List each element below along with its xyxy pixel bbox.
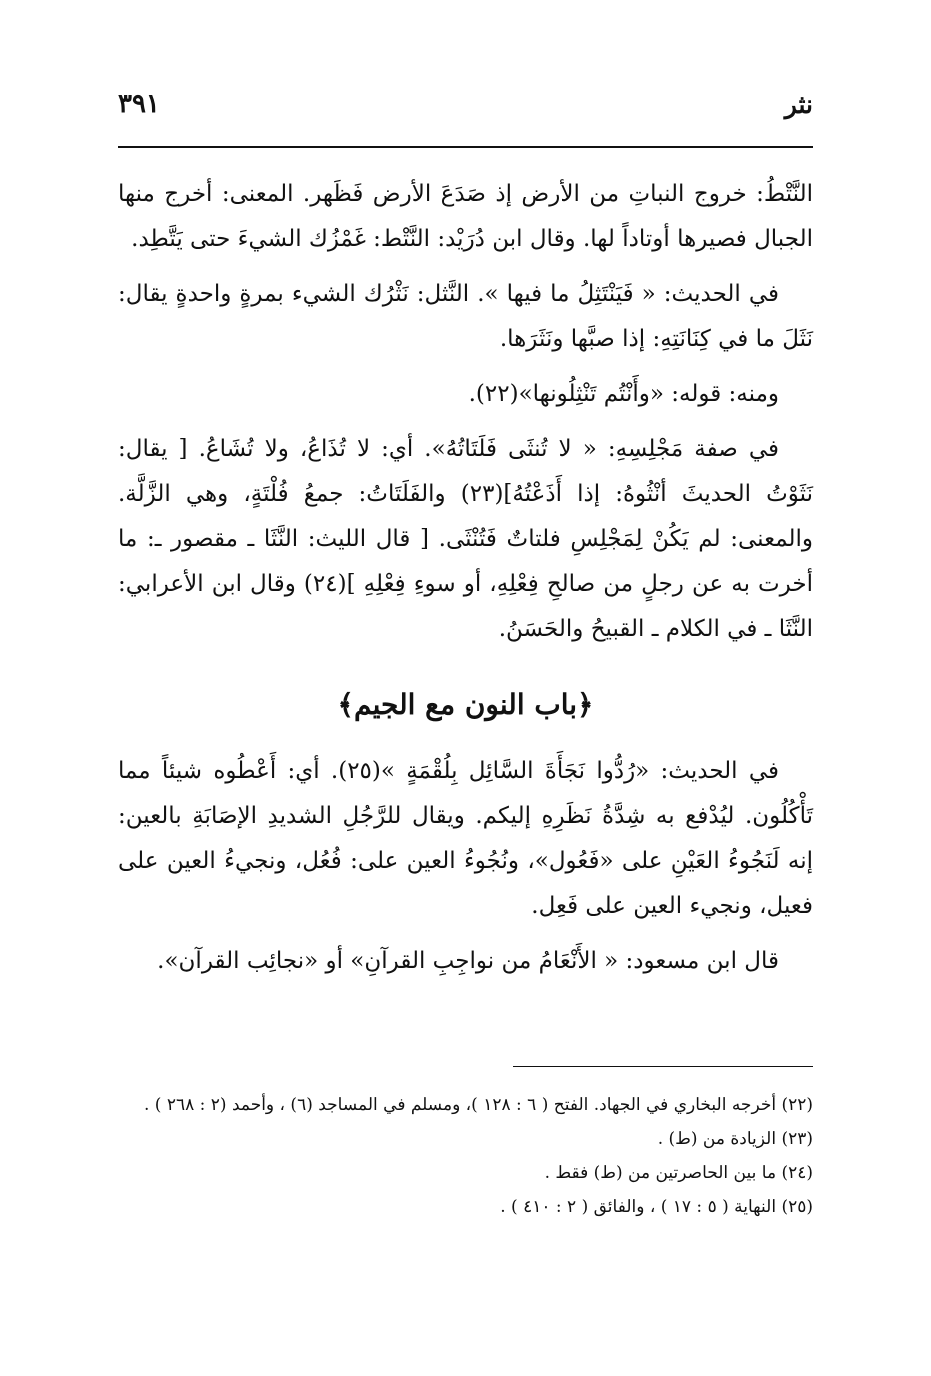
paragraph: في الحديث: «رُدُّوا نَجَأَةَ السَّائِل بِلُقْمَةٍ »(٢٥). أي: أَعْطُوه شيئاً مما تَأْكُلُون. ليُدْفع به شِدَّةُ نَظَرِهِ إليكم. ويقال للرَّجُلِ الشديدِ الإصَابَةِ بالعين: إنه لَنَجُوءُ العَيْنِ على «فَعُول»، ونُجُوءُ العين على: فُعُل، ونجيءُ العين على فعيل، ونجيء العين على فَعِل. <box>118 758 813 919</box>
paragraph: في صفة مَجْلِسِهِ: « لا تُنثَى فَلَتَاتُهُ». أي: لا تُذَاعُ، ولا تُشَاعُ. [ يقال: نَثَوْتُ الحديثَ أنْثُوهُ: إذا أَذَعْتُهُ](٢٣) والفَلَتَاتُ: جمعُ فُلْتَةٍ، وهي الزَّلَّة. والمعنى: لم يَكُنْ لِمَجْلِسِ فلتاتٌ فَتُنْثَى. [ قال الليث: النَّثَا ـ مقصور ـ: ما أخرت به عن رجلٍ من صالحِ فِعْلِهِ، أو سوءِ فِعْلِهِ ](٢٤) وقال ابن الأعرابي: النَّثَا ـ في الكلام ـ القبيحُ والحَسَنُ. <box>118 436 813 642</box>
footnote: (٢٢) أخرجه البخاري في الجهاد. الفتح ( ٦ : ١٢٨ )، ومسلم في المساجد (٦) ، وأحمد (٢ : ٢٦٨ ) . <box>143 1095 813 1115</box>
page-number: ٣٩١ <box>118 89 160 119</box>
footnote: (٢٥) النهاية ( ٥ : ١٧ ) ، والفائق ( ٢ : ٤١٠ ) . <box>500 1197 813 1217</box>
footnotes <box>118 1088 813 1224</box>
running-title: نثر <box>784 89 813 119</box>
main-text <box>118 172 813 994</box>
footnote: (٢٣) الزيادة من (ط) . <box>657 1129 813 1149</box>
paragraph: في الحديث: « فَيَنْتَثِلُ ما فيها ». النَّثل: نَثْرُك الشيء بمرةٍ واحدةٍ يقال: نَثَلَ ما في كِنَانَتِهِ: إذا صبَّها ونَثَرَها. <box>118 281 813 352</box>
footnote: (٢٤) ما بين الحاصرتين من (ط) فقط . <box>544 1163 813 1183</box>
section-heading: ﴿باب النون مع الجيم﴾ <box>337 688 594 721</box>
header-rule <box>118 146 813 148</box>
paragraph: قال ابن مسعود: « الأَنْعَامُ من نواجِبِ القرآنِ» أو «نجائِب القرآن». <box>157 948 779 974</box>
footnote-rule <box>513 1066 813 1067</box>
paragraph: ومنه: قوله: «وأَنْتُم تَنْثِلُونها»(٢٢). <box>468 381 779 407</box>
page-header <box>118 82 813 126</box>
paragraph: النَّتْطُ: خروج النباتِ من الأرض إذ صَدَعَ الأرض فَظَهر. المعنى: أخرج منها الجبال فصيرها أوتاداً لها. وقال ابن دُرَيْد: النَّتْط: غَمْزُك الشيءَ حتى يَتَّطِد. <box>118 181 813 252</box>
